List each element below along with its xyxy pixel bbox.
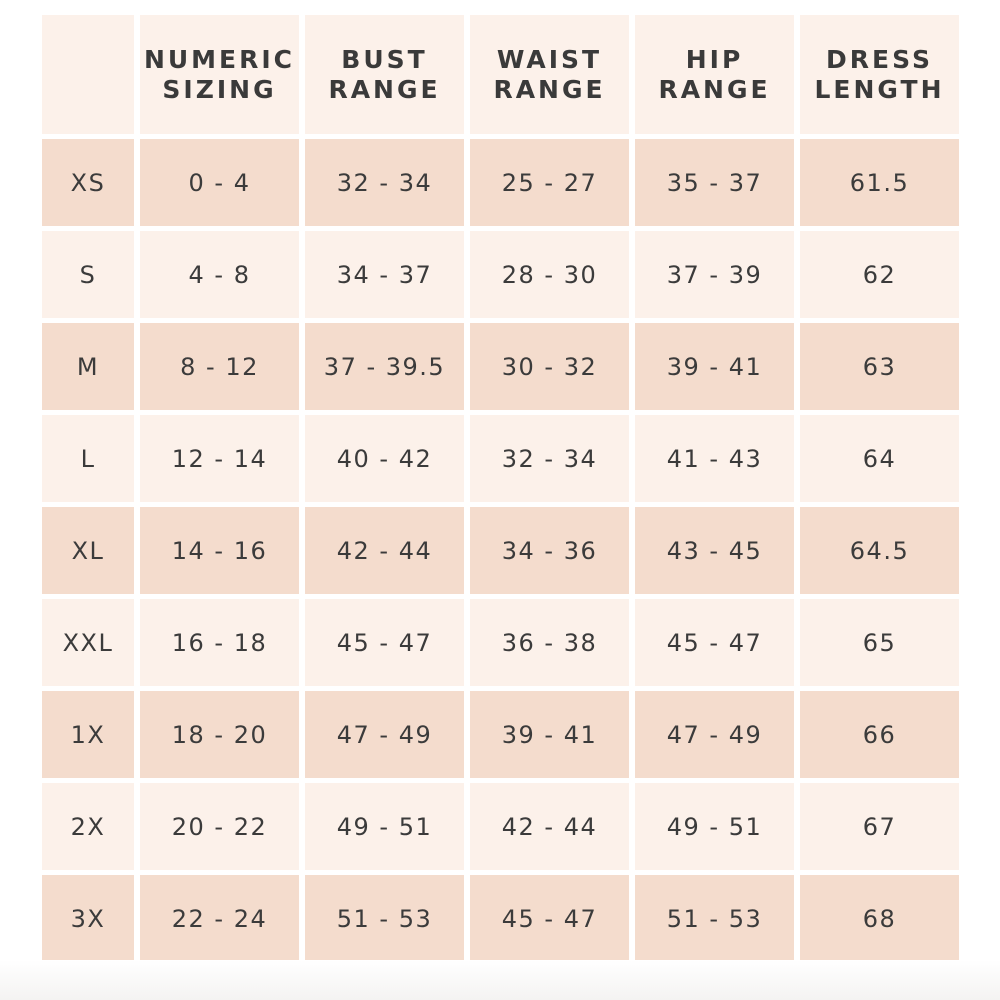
size-label-cell: XXL bbox=[42, 599, 134, 686]
hip-range-cell: 45 - 47 bbox=[635, 599, 794, 686]
hip-range-cell: 43 - 45 bbox=[635, 507, 794, 594]
size-label-cell: XS bbox=[42, 139, 134, 226]
hip-range-cell: 51 - 53 bbox=[635, 875, 794, 962]
header-numeric-sizing: NUMERIC SIZING bbox=[140, 15, 299, 134]
size-label-cell: 3X bbox=[42, 875, 134, 962]
dress-length-cell: 63 bbox=[800, 323, 959, 410]
bust-range-cell: 47 - 49 bbox=[305, 691, 464, 778]
header-dress-length: DRESS LENGTH bbox=[800, 15, 959, 134]
hip-range-cell: 47 - 49 bbox=[635, 691, 794, 778]
dress-length-cell: 66 bbox=[800, 691, 959, 778]
waist-range-cell: 25 - 27 bbox=[470, 139, 629, 226]
bust-range-cell: 51 - 53 bbox=[305, 875, 464, 962]
dress-length-cell: 64.5 bbox=[800, 507, 959, 594]
bust-range-cell: 42 - 44 bbox=[305, 507, 464, 594]
size-label-cell: M bbox=[42, 323, 134, 410]
numeric-sizing-cell: 0 - 4 bbox=[140, 139, 299, 226]
numeric-sizing-cell: 18 - 20 bbox=[140, 691, 299, 778]
bust-range-cell: 40 - 42 bbox=[305, 415, 464, 502]
dress-length-cell: 61.5 bbox=[800, 139, 959, 226]
waist-range-cell: 42 - 44 bbox=[470, 783, 629, 870]
waist-range-cell: 28 - 30 bbox=[470, 231, 629, 318]
bust-range-cell: 37 - 39.5 bbox=[305, 323, 464, 410]
bust-range-cell: 49 - 51 bbox=[305, 783, 464, 870]
header-bust-range: BUST RANGE bbox=[305, 15, 464, 134]
waist-range-cell: 45 - 47 bbox=[470, 875, 629, 962]
waist-range-cell: 34 - 36 bbox=[470, 507, 629, 594]
dress-length-cell: 68 bbox=[800, 875, 959, 962]
header-size-blank bbox=[42, 15, 134, 134]
numeric-sizing-cell: 22 - 24 bbox=[140, 875, 299, 962]
size-chart-table bbox=[42, 15, 960, 962]
hip-range-cell: 39 - 41 bbox=[635, 323, 794, 410]
hip-range-cell: 37 - 39 bbox=[635, 231, 794, 318]
numeric-sizing-cell: 20 - 22 bbox=[140, 783, 299, 870]
dress-length-cell: 62 bbox=[800, 231, 959, 318]
bust-range-cell: 32 - 34 bbox=[305, 139, 464, 226]
bust-range-cell: 45 - 47 bbox=[305, 599, 464, 686]
dress-length-cell: 65 bbox=[800, 599, 959, 686]
hip-range-cell: 35 - 37 bbox=[635, 139, 794, 226]
waist-range-cell: 30 - 32 bbox=[470, 323, 629, 410]
size-label-cell: XL bbox=[42, 507, 134, 594]
numeric-sizing-cell: 12 - 14 bbox=[140, 415, 299, 502]
numeric-sizing-cell: 16 - 18 bbox=[140, 599, 299, 686]
numeric-sizing-cell: 8 - 12 bbox=[140, 323, 299, 410]
header-hip-range: HIP RANGE bbox=[635, 15, 794, 134]
size-label-cell: L bbox=[42, 415, 134, 502]
hip-range-cell: 49 - 51 bbox=[635, 783, 794, 870]
header-waist-range: WAIST RANGE bbox=[470, 15, 629, 134]
bottom-fade-background bbox=[0, 960, 1000, 1000]
size-label-cell: 1X bbox=[42, 691, 134, 778]
waist-range-cell: 32 - 34 bbox=[470, 415, 629, 502]
waist-range-cell: 36 - 38 bbox=[470, 599, 629, 686]
dress-length-cell: 67 bbox=[800, 783, 959, 870]
size-label-cell: S bbox=[42, 231, 134, 318]
size-label-cell: 2X bbox=[42, 783, 134, 870]
dress-length-cell: 64 bbox=[800, 415, 959, 502]
numeric-sizing-cell: 14 - 16 bbox=[140, 507, 299, 594]
waist-range-cell: 39 - 41 bbox=[470, 691, 629, 778]
hip-range-cell: 41 - 43 bbox=[635, 415, 794, 502]
bust-range-cell: 34 - 37 bbox=[305, 231, 464, 318]
numeric-sizing-cell: 4 - 8 bbox=[140, 231, 299, 318]
